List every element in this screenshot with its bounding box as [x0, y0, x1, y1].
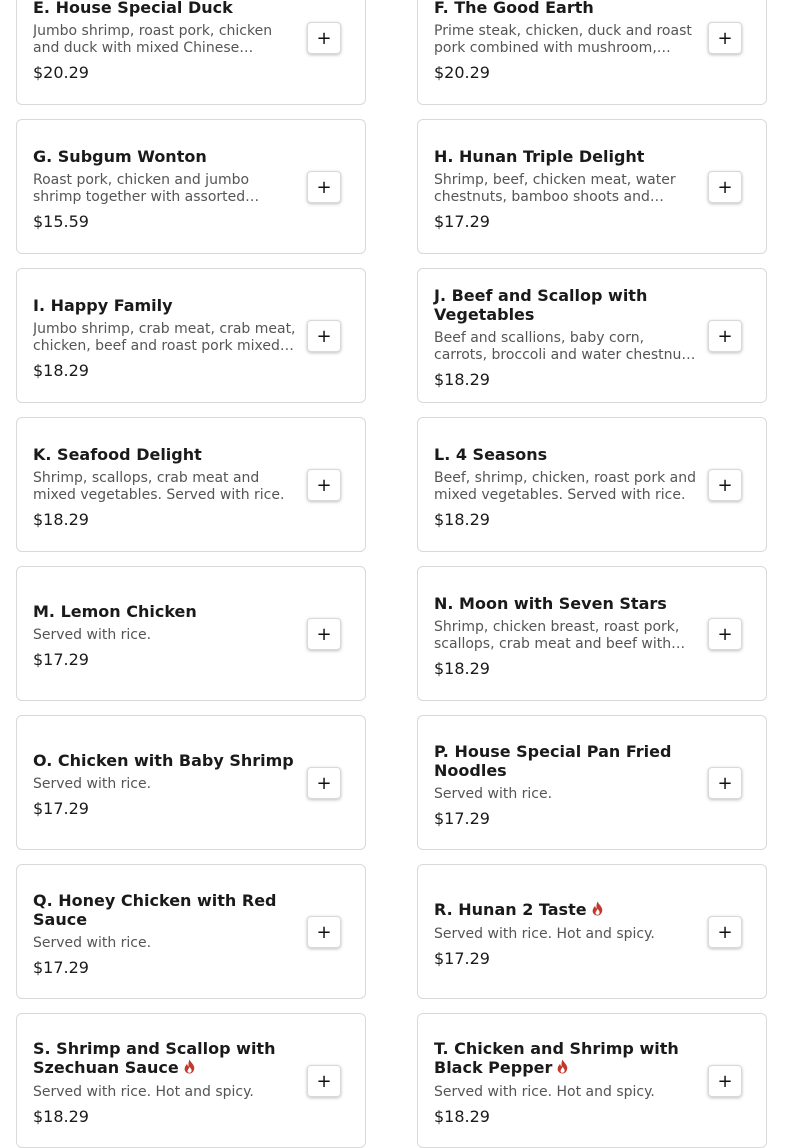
add-to-cart-button[interactable]: + — [708, 469, 742, 501]
add-to-cart-button[interactable]: + — [708, 916, 742, 948]
menu-item-price: $17.29 — [434, 809, 490, 828]
add-to-cart-button[interactable]: + — [708, 320, 742, 352]
menu-item-title — [33, 751, 299, 770]
menu-item-price: $20.29 — [33, 63, 89, 82]
menu-item-card[interactable] — [417, 715, 767, 850]
menu-item-info — [33, 296, 299, 380]
menu-item-info — [434, 147, 700, 231]
menu-item-price: $18.29 — [33, 510, 89, 529]
menu-item-title — [434, 286, 700, 324]
menu-item-card[interactable] — [16, 119, 366, 254]
menu-item-info — [33, 751, 299, 818]
menu-item-price: $18.29 — [33, 361, 89, 380]
menu-item-info — [434, 286, 700, 389]
add-to-cart-button[interactable]: + — [307, 618, 341, 650]
menu-item-name: J. Beef and Scallop with Vegetables — [434, 286, 648, 324]
menu-item-description: Beef and scallions, baby corn, carrots, broccoli and water chestnuts. — [434, 330, 699, 363]
menu-item-name: O. Chicken with Baby Shrimp — [33, 751, 294, 770]
menu-item-price: $18.29 — [434, 370, 490, 389]
menu-item-title — [33, 445, 299, 464]
menu-item-price: $17.29 — [33, 650, 89, 669]
menu-item-name: R. Hunan 2 Taste — [434, 900, 587, 919]
menu-item-info — [434, 0, 700, 82]
menu-item-name: F. The Good Earth — [434, 0, 594, 17]
menu-item-title — [33, 296, 299, 315]
menu-item-description: Served with rice. — [33, 627, 152, 643]
add-to-cart-button[interactable]: + — [307, 171, 341, 203]
menu-item-name: M. Lemon Chicken — [33, 602, 197, 621]
spicy-flame-icon — [556, 1059, 569, 1078]
menu-item-info — [434, 445, 700, 529]
menu-item-card[interactable] — [16, 864, 366, 999]
menu-item-title — [434, 147, 700, 166]
menu-item-name: T. Chicken and Shrimp with Black Pepper — [434, 1039, 679, 1077]
menu-item-card[interactable] — [417, 417, 767, 552]
menu-item-description: Jumbo shrimp, roast pork, chicken and duck with mixed Chinese — [33, 23, 273, 56]
add-to-cart-button[interactable]: + — [307, 1065, 341, 1097]
add-to-cart-button[interactable]: + — [708, 22, 742, 54]
menu-item-name: E. House Special Duck — [33, 0, 233, 17]
menu-item-card[interactable] — [417, 566, 767, 701]
menu-item-info — [434, 742, 700, 828]
menu-item-description: Served with rice. Hot and spicy. — [434, 1084, 655, 1100]
menu-item-card[interactable] — [16, 1013, 366, 1148]
menu-item-description: Served with rice. Hot and spicy. — [33, 1084, 254, 1100]
add-to-cart-button[interactable]: + — [708, 618, 742, 650]
menu-item-title — [33, 891, 299, 929]
menu-item-price: $20.29 — [434, 63, 490, 82]
add-to-cart-button[interactable]: + — [708, 767, 742, 799]
menu-item-description: Shrimp, beef, chicken meat, water chestnuts, bamboo shoots and — [434, 172, 676, 205]
menu-item-info — [33, 602, 299, 669]
menu-item-title — [434, 445, 700, 464]
menu-item-title — [434, 594, 700, 613]
menu-item-description: Beef, shrimp, chicken, roast pork and mixed vegetables. Served with rice. — [434, 470, 696, 503]
menu-item-price: $18.29 — [434, 1107, 490, 1126]
menu-item-info — [434, 594, 700, 678]
menu-item-price: $17.29 — [33, 799, 89, 818]
menu-item-name: P. House Special Pan Fried Noodles — [434, 742, 672, 780]
menu-item-description: Served with rice. Hot and spicy. — [434, 926, 655, 942]
menu-item-name: L. 4 Seasons — [434, 445, 548, 464]
menu-item-name: H. Hunan Triple Delight — [434, 147, 645, 166]
spicy-flame-icon — [591, 901, 604, 920]
add-to-cart-button[interactable]: + — [708, 171, 742, 203]
menu-item-description: Prime steak, chicken, duck and roast pork combined with mushroom, — [434, 23, 692, 56]
menu-item-card[interactable] — [16, 0, 366, 105]
menu-item-name: G. Subgum Wonton — [33, 147, 207, 166]
menu-item-card[interactable] — [417, 1013, 767, 1148]
menu-item-price: $18.29 — [434, 510, 490, 529]
add-to-cart-button[interactable]: + — [307, 22, 341, 54]
menu-item-name: I. Happy Family — [33, 296, 173, 315]
add-to-cart-button[interactable]: + — [307, 916, 341, 948]
menu-item-info — [33, 891, 299, 977]
menu-item-price: $18.29 — [33, 1107, 89, 1126]
menu-item-name: K. Seafood Delight — [33, 445, 202, 464]
menu-item-description: Served with rice. — [434, 786, 553, 802]
menu-item-card[interactable] — [417, 0, 767, 105]
menu-item-title — [33, 0, 299, 17]
menu-item-description: Served with rice. — [33, 935, 152, 951]
menu-item-info — [434, 900, 700, 968]
menu-item-name: Q. Honey Chicken with Red Sauce — [33, 891, 277, 929]
menu-item-description: Roast pork, chicken and jumbo shrimp together with assorted — [33, 172, 250, 205]
menu-item-description: Served with rice. — [33, 776, 152, 792]
add-to-cart-button[interactable]: + — [708, 1065, 742, 1097]
menu-item-price: $15.59 — [33, 212, 89, 231]
add-to-cart-button[interactable]: + — [307, 469, 341, 501]
menu-item-name: N. Moon with Seven Stars — [434, 594, 667, 613]
add-to-cart-button[interactable]: + — [307, 320, 341, 352]
menu-item-info — [33, 445, 299, 529]
add-to-cart-button[interactable]: + — [307, 767, 341, 799]
menu-item-info — [434, 1039, 700, 1126]
menu-item-info — [33, 1039, 299, 1126]
menu-item-description: Shrimp, scallops, crab meat and mixed vegetables. Served with rice. — [33, 470, 285, 503]
menu-item-card[interactable] — [417, 864, 767, 999]
menu-item-info — [33, 147, 299, 231]
menu-item-card[interactable] — [16, 268, 366, 403]
menu-item-card[interactable] — [417, 119, 767, 254]
spicy-flame-icon — [183, 1059, 196, 1078]
menu-item-title — [33, 602, 299, 621]
menu-item-price: $17.29 — [434, 212, 490, 231]
menu-item-card[interactable] — [16, 566, 366, 701]
menu-item-info — [33, 0, 299, 82]
menu-item-title — [434, 742, 700, 780]
menu-item-title — [434, 1039, 700, 1078]
menu-item-price: $17.29 — [434, 949, 490, 968]
menu-item-description: Jumbo shrimp, crab meat, crab meat, chicken, beef and roast pork mixed — [33, 321, 296, 354]
menu-item-title — [434, 0, 700, 17]
menu-item-card[interactable] — [16, 417, 366, 552]
menu-item-price: $18.29 — [434, 659, 490, 678]
menu-item-title — [33, 1039, 299, 1078]
menu-item-description: Shrimp, chicken breast, roast pork, scallops, crab meat and beef with — [434, 619, 680, 652]
menu-item-name: S. Shrimp and Scallop with Szechuan Sauce — [33, 1039, 276, 1077]
menu-item-title — [33, 147, 299, 166]
menu-item-card[interactable] — [417, 268, 767, 403]
menu-item-price: $17.29 — [33, 958, 89, 977]
menu-item-card[interactable] — [16, 715, 366, 850]
menu-item-title — [434, 900, 700, 920]
